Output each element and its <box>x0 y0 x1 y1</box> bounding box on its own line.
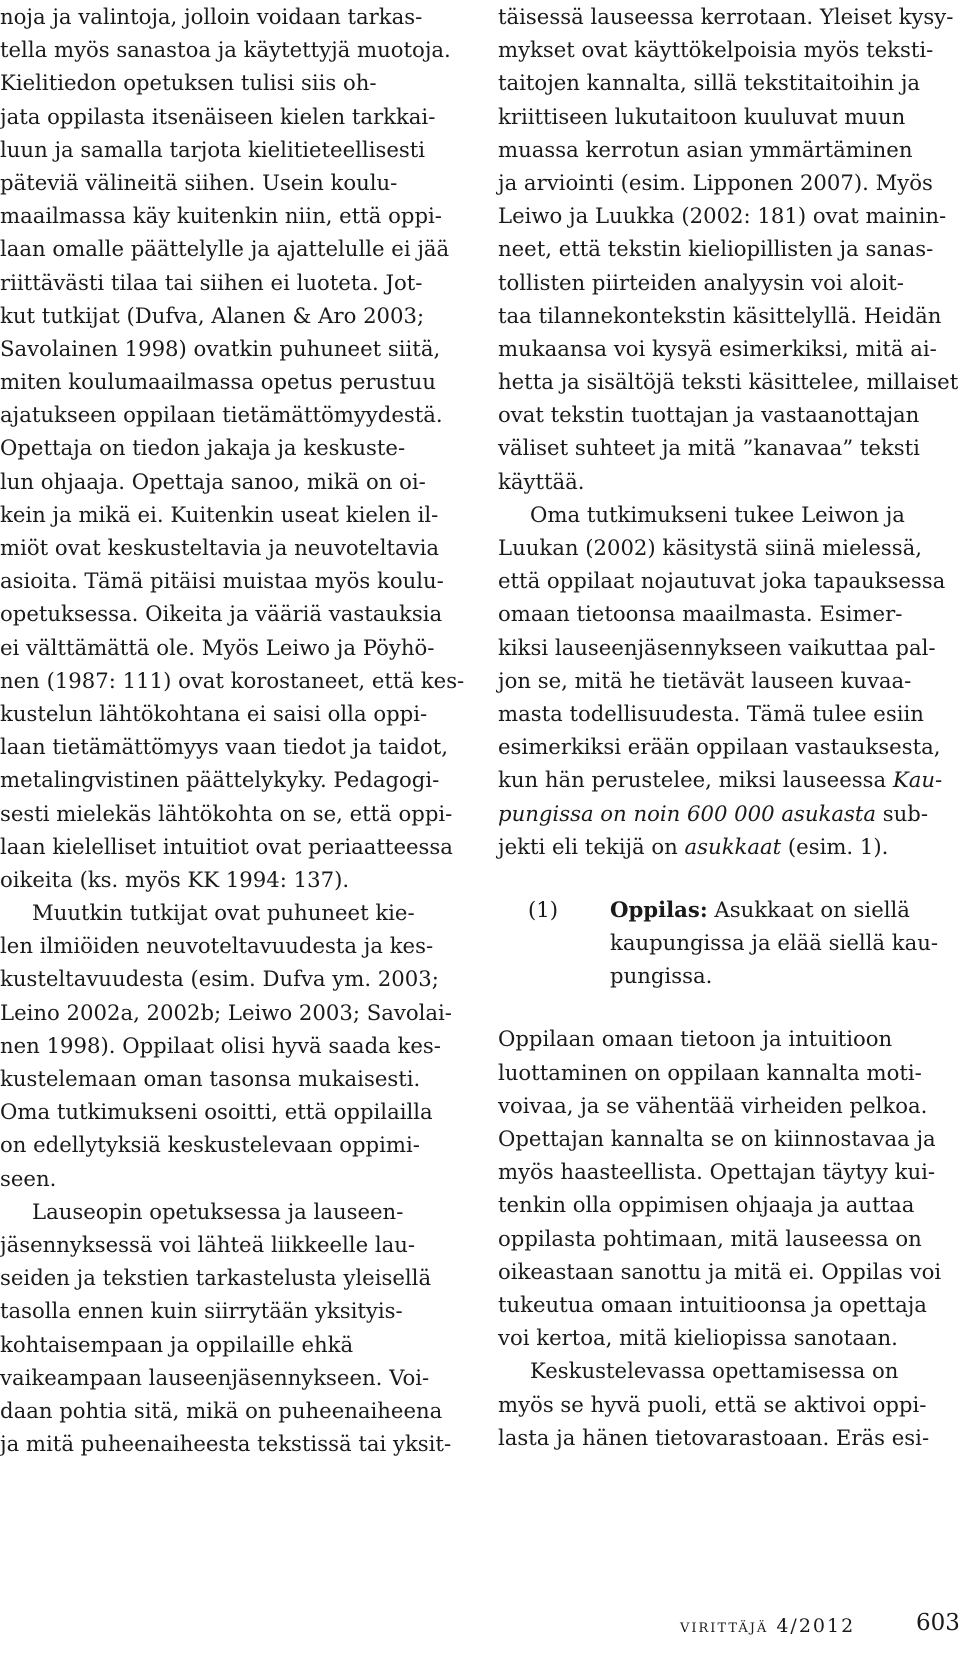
text-line: jäsennyksessä voi lähteä liikkeelle lau- <box>0 1231 416 1257</box>
text-line: Oma tutkimukseni osoitti, että oppilailla <box>0 1099 433 1125</box>
text-line: noja ja valintoja, jolloin voidaan tarkas- <box>0 4 423 29</box>
journal-footer: virittäjä 4/2012 <box>680 1615 856 1637</box>
paragraph <box>0 0 465 896</box>
text-fragment: Asukkaat on siellä <box>707 896 910 922</box>
text-line: nen 1998). Oppilaat olisi hyvä saada kes- <box>0 1032 441 1058</box>
speaker-label: Oppilas: <box>610 896 708 922</box>
text-line: myös se hyvä puoli, että se aktivoi oppi- <box>498 1391 927 1417</box>
text-line: oppilasta pohtimaan, mitä lauseessa on <box>498 1225 922 1251</box>
text-line: ja arviointi (esim. Lipponen 2007). Myös <box>498 169 933 195</box>
text-line <box>498 830 940 863</box>
text-line: opetuksessa. Oikeita ja vääriä vastauksia <box>0 601 443 627</box>
text-line: seen. <box>0 1165 57 1191</box>
paragraph <box>0 896 452 1195</box>
text-line: nen (1987: 111) ovat korostaneet, että kes- <box>0 667 465 693</box>
paragraph <box>498 1354 940 1454</box>
text-line: jon se, mitä he tietävät lauseen kuvaa- <box>498 667 912 693</box>
text-line: esimerkiksi erään oppilaan vastauksesta, <box>498 734 941 760</box>
text-line: muassa kerrotun asian ymmärtäminen <box>498 136 913 162</box>
text-line: ajatukseen oppilaan tietämättömyydestä. <box>0 402 443 428</box>
example-text <box>610 893 940 993</box>
text-line: pungissa. <box>610 963 713 989</box>
text-line: oikeita (ks. myös KK 1994: 137). <box>0 866 350 892</box>
text-line: seiden ja tekstien tarkastelusta yleisellä <box>0 1265 432 1291</box>
example-1 <box>498 893 940 993</box>
text-line: Luukan (2002) käsitystä siinä mielessä, <box>498 535 923 560</box>
text-line: Oma tutkimukseni tukee Leiwon ja <box>530 501 905 527</box>
text-line: Leiwo ja Luukka (2002: 181) ovat mainin- <box>498 203 947 229</box>
text-fragment: sub- <box>876 800 928 826</box>
paragraph <box>498 1022 940 1354</box>
text-line: Opettajan kannalta se on kiinnostavaa ja <box>498 1126 936 1151</box>
left-column <box>0 0 465 1460</box>
text-line: että oppilaat nojautuvat joka tapauksessa <box>498 568 946 594</box>
text-line: jata oppilasta itsenäiseen kielen tarkkai- <box>0 103 436 129</box>
text-line: voivaa, ja se vähentää virheiden pelkoa. <box>498 1092 928 1118</box>
text-line: len ilmiöiden neuvoteltavuudesta ja kes- <box>0 933 434 959</box>
text-line: väliset suhteet ja mitä ”kanavaa” teksti <box>498 435 920 461</box>
text-line: Opettaja on tiedon jakaja ja keskuste- <box>0 435 406 461</box>
text-line: luun ja samalla tarjota kielitieteellisesti <box>0 136 426 162</box>
text-line: ovat tekstin tuottajan ja vastaanottajan <box>498 402 920 428</box>
text-line: Lauseopin opetuksessa ja lauseen- <box>32 1198 404 1224</box>
text-line: asioita. Tämä pitäisi muistaa myös koulu- <box>0 568 444 594</box>
spacer <box>498 863 940 893</box>
paragraph <box>498 0 959 498</box>
text-line: kiksi lauseenjäsennykseen vaikuttaa pal- <box>498 634 936 660</box>
text-line <box>610 893 940 926</box>
text-line: taitojen kannalta, sillä tekstitaitoihin ja <box>498 70 921 96</box>
paragraph <box>0 1195 452 1461</box>
text-line: on edellytyksiä keskustelevaan oppimi- <box>0 1132 420 1158</box>
text-line: tella myös sanastoa ja käytettyjä muotoja. <box>0 37 451 63</box>
text-line: Muutkin tutkijat ovat puhuneet kie- <box>32 900 415 926</box>
text-line: Oppilaan omaan tietoon ja intuitioon <box>498 1026 893 1052</box>
text-line: lasta ja hänen tietovarastoaan. Eräs esi- <box>498 1424 930 1450</box>
text-line: laan kielelliset intuitiot ovat periaatteessa <box>0 833 453 859</box>
text-fragment: (esim. 1). <box>781 833 889 859</box>
text-line: oikeastaan sanottu ja mitä ei. Oppilas voi <box>498 1258 942 1284</box>
text-line: kustelun lähtökohtana ei saisi olla oppi- <box>0 700 428 726</box>
text-line: voi kertoa, mitä kieliopissa sanotaan. <box>498 1325 898 1351</box>
text-line: ei välttämättä ole. Myös Leiwo ja Pöyhö- <box>0 634 435 660</box>
text-line: omaan tietoonsa maailmasta. Esimer- <box>498 601 903 627</box>
text-line: tollisten piirteiden analyysin voi aloit- <box>498 269 904 295</box>
text-line: taa tilannekontekstin käsittelyllä. Heidän <box>498 302 942 328</box>
text-line: kustelemaan oman tasonsa mukaisesti. <box>0 1066 421 1091</box>
text-line: sesti mielekäs lähtökohta on se, että oppi- <box>0 800 453 826</box>
spacer <box>498 992 940 1022</box>
text-line: Savolainen 1998) ovatkin puhuneet siitä, <box>0 335 441 361</box>
text-line: kaupungissa ja elää siellä kau- <box>610 930 939 956</box>
text-line: myös haasteellista. Opettajan täytyy kui- <box>498 1159 936 1185</box>
text-line: laan tietämättömyys vaan tiedot ja taidot, <box>0 734 448 760</box>
text-line: Keskustelevassa opettamisessa on <box>530 1358 899 1384</box>
text-line: päteviä välineitä siihen. Usein koulu- <box>0 169 398 195</box>
text-line: kusteltavuudesta (esim. Dufva ym. 2003; <box>0 966 439 992</box>
example-number: (1) <box>528 896 559 922</box>
text-line: mukaansa voi kysyä esimerkiksi, mitä ai- <box>498 335 937 361</box>
text-line: Kielitiedon opetuksen tulisi siis oh- <box>0 70 377 96</box>
text-fragment: kun hän perustelee, miksi lauseessa <box>498 767 887 793</box>
text-line: neet, että tekstin kieliopillisten ja sanas- <box>498 236 934 262</box>
text-line: tasolla ennen kuin siirrytään yksityis- <box>0 1298 403 1324</box>
paragraph-lines <box>498 498 946 797</box>
paragraph <box>498 498 946 863</box>
text-line: miten koulumaailmassa opetus perustuu <box>0 369 436 395</box>
text-line: hetta ja sisältöjä teksti käsittelee, millaiset <box>498 369 959 395</box>
text-line: käyttää. <box>498 468 585 494</box>
text-line: täisessä lauseessa kerrotaan. Yleiset kysy- <box>498 4 954 29</box>
page-number: 603 <box>916 1610 960 1636</box>
text-line: miöt ovat keskusteltavia ja neuvoteltavia <box>0 535 440 560</box>
italic-example-sentence: Kau- <box>892 767 943 793</box>
text-fragment: jekti eli tekijä on <box>498 833 685 859</box>
text-line: masta todellisuudesta. Tämä tulee esiin <box>498 700 924 726</box>
text-line: luottaminen on oppilaan kannalta moti- <box>498 1059 922 1085</box>
text-line: kut tutkijat (Dufva, Alanen & Aro 2003; <box>0 302 425 328</box>
text-line: daan pohtia sitä, mikä on puheenaiheena <box>0 1397 443 1423</box>
text-line: lun ohjaaja. Opettaja sanoo, mikä on oi- <box>0 468 426 494</box>
text-line: ja mitä puheenaiheesta tekstissä tai yksit- <box>0 1431 452 1457</box>
text-line: laan omalle päättelylle ja ajattelulle ei jää <box>0 236 450 262</box>
text-line: Leino 2002a, 2002b; Leiwo 2003; Savolai- <box>0 999 452 1025</box>
text-line: maailmassa käy kuitenkin niin, että oppi- <box>0 203 442 229</box>
text-line <box>498 797 940 830</box>
text-line: mykset ovat käyttökelpoisia myös teksti- <box>498 37 934 63</box>
text-line: tukeutua omaan intuitioonsa ja opettaja <box>498 1291 927 1317</box>
text-line: tenkin olla oppimisen ohjaaja ja auttaa <box>498 1192 915 1218</box>
right-column <box>498 0 959 1454</box>
text-line: riittävästi tilaa tai siihen ei luoteta. Jot- <box>0 269 423 295</box>
text-line: kein ja mikä ei. Kuitenkin useat kielen il- <box>0 501 439 527</box>
italic-example-sentence: pungissa on noin 600 000 asukasta <box>498 800 876 826</box>
italic-word: asukkaat <box>684 833 782 859</box>
text-line: kriittiseen lukutaitoon kuuluvat muun <box>498 103 906 129</box>
text-line <box>498 763 943 796</box>
text-line: metalingvistinen päättelykyky. Pedagogi- <box>0 767 440 793</box>
text-line: vaikeampaan lauseenjäsennykseen. Voi- <box>0 1364 430 1390</box>
text-line: kohtaisempaan ja oppilaille ehkä <box>0 1331 354 1357</box>
